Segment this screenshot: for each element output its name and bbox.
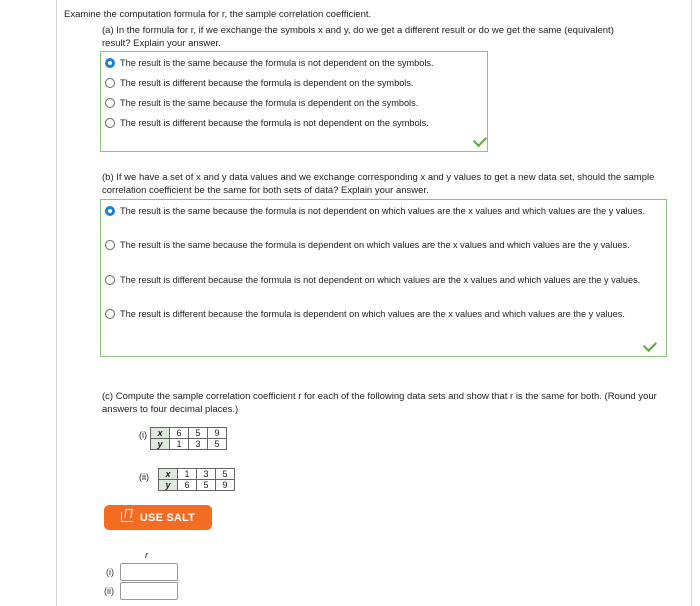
option-label: The result is the same because the formula is not dependent on which values are the x values and which values are the y values. bbox=[120, 206, 646, 216]
r-column-label: r bbox=[145, 550, 148, 560]
table-cell: 5 bbox=[216, 469, 235, 480]
part-a-option-4[interactable] bbox=[105, 117, 429, 130]
table-row bbox=[159, 469, 235, 480]
radio-icon[interactable] bbox=[105, 118, 115, 128]
table-cell: 5 bbox=[189, 428, 208, 439]
table-cell: 3 bbox=[197, 469, 216, 480]
answer-label-i: (i) bbox=[106, 567, 114, 577]
option-label: The result is the same because the formula is dependent on which values are the x values and which values are the y values. bbox=[120, 240, 630, 250]
answer-label-ii: (ii) bbox=[104, 586, 114, 596]
answer-input-i[interactable] bbox=[120, 563, 178, 581]
part-a-option-2[interactable] bbox=[105, 77, 414, 90]
y-header: y bbox=[159, 480, 178, 491]
table-cell: 9 bbox=[216, 480, 235, 491]
radio-icon[interactable] bbox=[105, 275, 115, 285]
use-salt-label: USE SALT bbox=[139, 511, 196, 524]
table-cell: 6 bbox=[170, 428, 189, 439]
table-cell: 9 bbox=[208, 428, 227, 439]
part-a-option-1[interactable] bbox=[105, 57, 434, 70]
answer-input-ii[interactable] bbox=[120, 582, 178, 600]
radio-icon[interactable] bbox=[105, 78, 115, 88]
part-b-option-1[interactable] bbox=[105, 205, 650, 218]
use-salt-button[interactable] bbox=[104, 505, 212, 530]
part-b-option-3[interactable] bbox=[105, 274, 650, 287]
option-label: The result is different because the formula is not dependent on which values are the x values and which values are the y values. bbox=[120, 275, 641, 285]
table-cell: 5 bbox=[197, 480, 216, 491]
part-b-question: (b) If we have a set of x and y data values and we exchange corresponding x and y values to get a new data set, should the sample correlation coefficient be the same for both sets of data? Explain your answer. bbox=[102, 172, 655, 196]
part-a-option-3[interactable] bbox=[105, 97, 418, 110]
radio-icon[interactable] bbox=[105, 309, 115, 319]
salt-icon bbox=[121, 512, 133, 522]
data-table-2 bbox=[158, 468, 235, 491]
y-header: y bbox=[151, 439, 170, 450]
part-b-option-2[interactable] bbox=[105, 239, 650, 252]
table-2-label: (ii) bbox=[139, 472, 149, 482]
option-label: The result is different because the formula is not dependent on the symbols. bbox=[120, 118, 429, 128]
data-table-1 bbox=[150, 427, 227, 450]
part-a-question: (a) In the formula for r, if we exchange the symbols x and y, do we get a different result or do we get the same (equivalent) result? Explain your answer. bbox=[102, 25, 614, 49]
checkmark-icon bbox=[473, 133, 487, 147]
table-row bbox=[151, 428, 227, 439]
table-cell: 5 bbox=[208, 439, 227, 450]
radio-selected-icon[interactable] bbox=[105, 206, 115, 216]
x-header: x bbox=[151, 428, 170, 439]
part-a-answer-box bbox=[100, 51, 488, 152]
option-label: The result is the same because the formula is dependent on the symbols. bbox=[120, 98, 419, 108]
problem-heading: Examine the computation formula for r, the sample correlation coefficient. bbox=[64, 9, 372, 20]
option-label: The result is different because the formula is dependent on which values are the x values and which values are the y values. bbox=[120, 309, 625, 319]
table-row bbox=[159, 480, 235, 491]
table-1-label: (i) bbox=[139, 430, 147, 440]
part-b-answer-box bbox=[100, 199, 667, 357]
table-cell: 3 bbox=[189, 439, 208, 450]
option-label: The result is different because the formula is dependent on the symbols. bbox=[120, 78, 414, 88]
radio-selected-icon[interactable] bbox=[105, 58, 115, 68]
table-cell: 1 bbox=[178, 469, 197, 480]
radio-icon[interactable] bbox=[105, 98, 115, 108]
option-label: The result is the same because the formula is not dependent on the symbols. bbox=[120, 58, 434, 68]
part-b-option-4[interactable] bbox=[105, 308, 650, 321]
radio-icon[interactable] bbox=[105, 240, 115, 250]
table-cell: 1 bbox=[170, 439, 189, 450]
table-row bbox=[151, 439, 227, 450]
table-cell: 6 bbox=[178, 480, 197, 491]
part-c-question: (c) Compute the sample correlation coefficient r for each of the following data sets and show that r is the same for both. (Round your answers to four decimal places.) bbox=[102, 391, 657, 415]
checkmark-icon bbox=[643, 338, 657, 352]
x-header: x bbox=[159, 469, 178, 480]
